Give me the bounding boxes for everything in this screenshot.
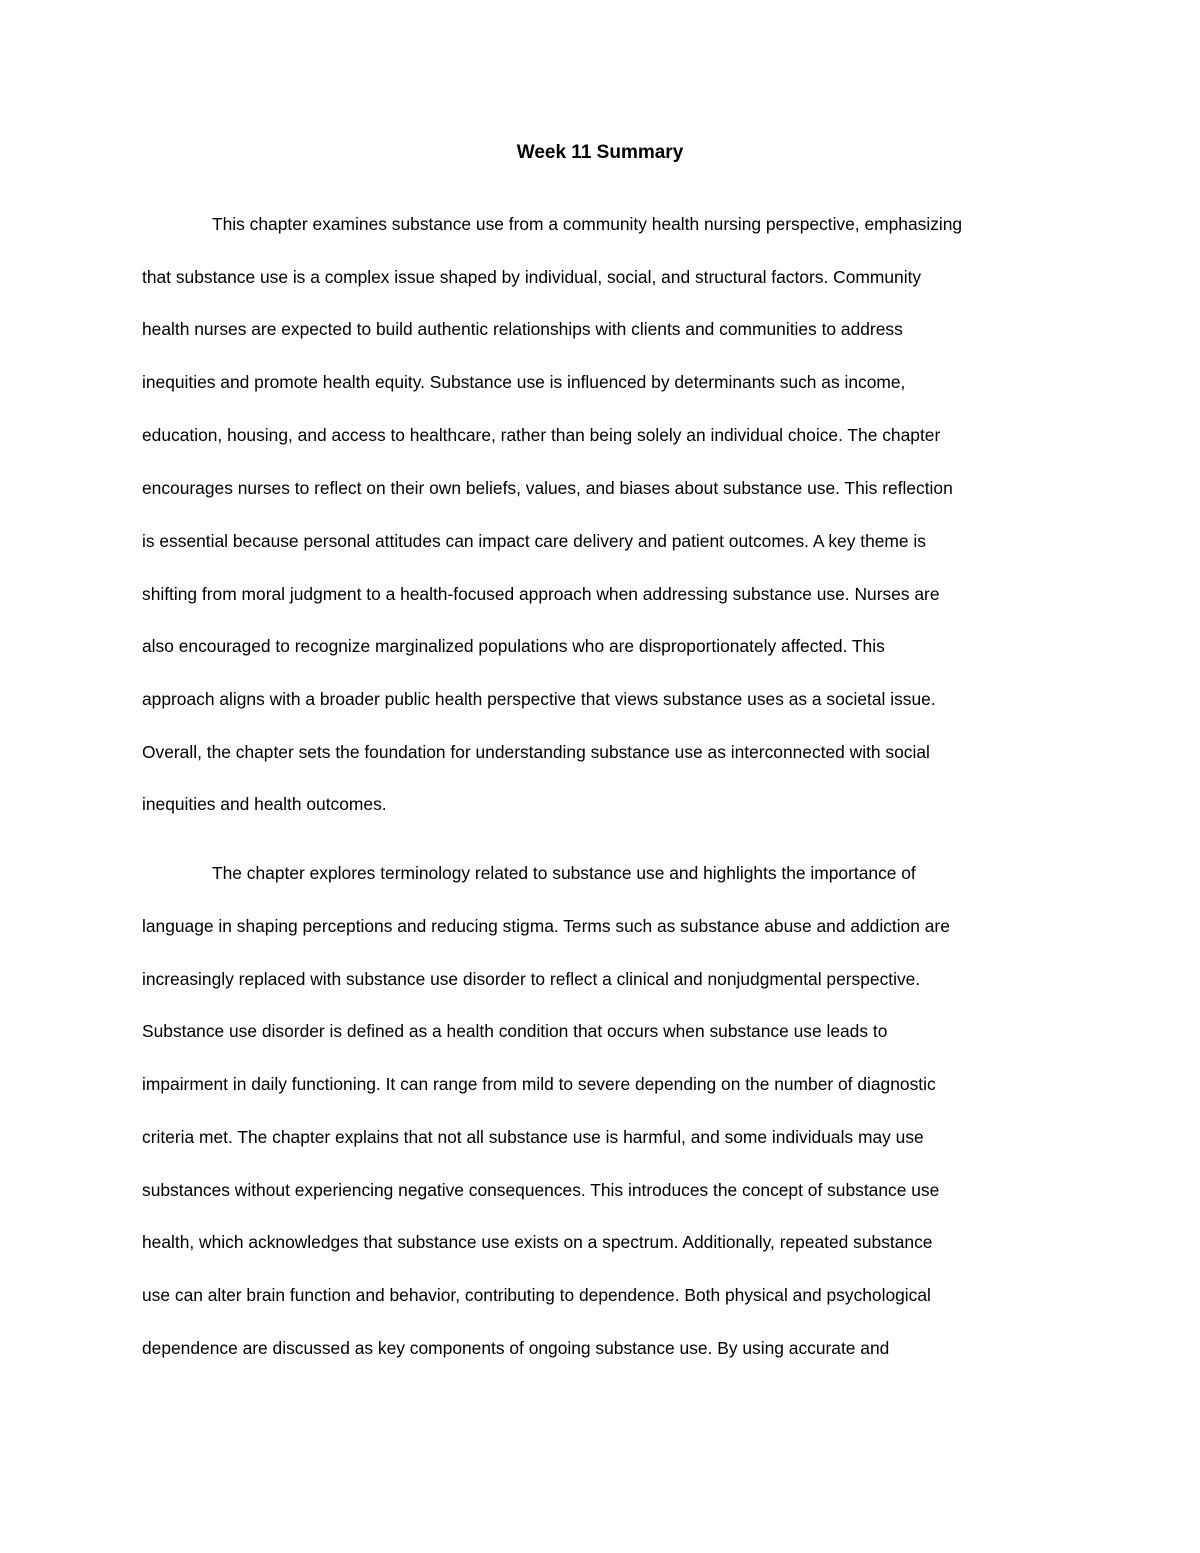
paragraph-line: shifting from moral judgment to a health-focused approach when addressing substance use. Nurses are: [142, 584, 940, 604]
paragraph-line: This chapter examines substance use from a community health nursing perspective, emphasizing: [212, 214, 963, 234]
paragraph-line: impairment in daily functioning. It can range from mild to severe depending on the number of diagnostic: [142, 1074, 936, 1094]
document-title: Week 11 Summary: [516, 142, 684, 163]
paragraph-line: Substance use disorder is defined as a health condition that occurs when substance use leads to: [142, 1021, 888, 1041]
paragraph-line: criteria met. The chapter explains that not all substance use is harmful, and some individuals may use: [142, 1127, 924, 1147]
paragraph-line: that substance use is a complex issue shaped by individual, social, and structural factors. Community: [142, 267, 922, 287]
paragraph-line: Overall, the chapter sets the foundation for understanding substance use as interconnected with social: [142, 742, 930, 762]
paragraph-line: health nurses are expected to build authentic relationships with clients and communities to address: [142, 319, 903, 339]
paragraph-line: language in shaping perceptions and reducing stigma. Terms such as substance abuse and addiction are: [142, 916, 950, 936]
paragraph-line: is essential because personal attitudes can impact care delivery and patient outcomes. A key theme is: [142, 531, 926, 551]
paragraph-line: substances without experiencing negative consequences. This introduces the concept of substance use: [142, 1180, 940, 1200]
paragraph-line: dependence are discussed as key components of ongoing substance use. By using accurate and: [142, 1338, 890, 1358]
paragraph-line: inequities and health outcomes.: [142, 794, 387, 814]
paragraph-line: approach aligns with a broader public health perspective that views substance uses as a societal issue.: [142, 689, 936, 709]
paragraph-line: education, housing, and access to healthcare, rather than being solely an individual choice. The chapter: [142, 425, 941, 445]
paragraph-line: increasingly replaced with substance use disorder to reflect a clinical and nonjudgmental perspective.: [142, 969, 921, 989]
paragraph-line: encourages nurses to reflect on their own beliefs, values, and biases about substance use. This reflection: [142, 478, 953, 498]
paragraph-line: also encouraged to recognize marginalized populations who are disproportionately affected. This: [142, 636, 885, 656]
paragraph-line: use can alter brain function and behavior, contributing to dependence. Both physical and psychological: [142, 1285, 931, 1305]
paragraph-line: inequities and promote health equity. Substance use is influenced by determinants such as income,: [142, 372, 906, 392]
paragraph-line: health, which acknowledges that substance use exists on a spectrum. Additionally, repeated substance: [142, 1232, 933, 1252]
paragraph-line: The chapter explores terminology related to substance use and highlights the importance of: [212, 863, 916, 883]
